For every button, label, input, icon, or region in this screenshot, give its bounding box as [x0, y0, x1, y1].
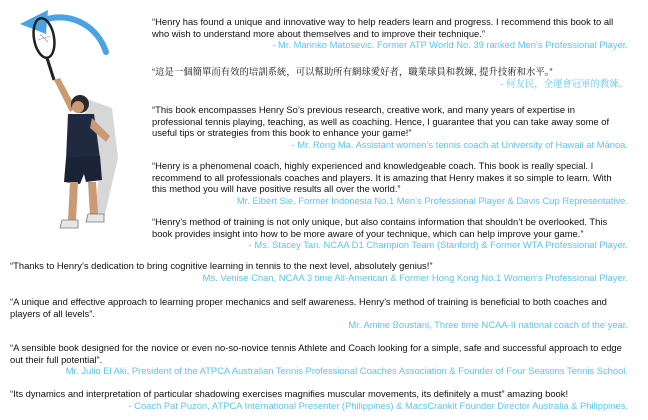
testimonial-6-text: “Thanks to Henry’s dedication to bring cognitive learning in tennis to the next level, absolutely genius!” [10, 260, 433, 271]
testimonial-5-text: “Henry’s method of training is not only unique, but also contains information that shouldn’t be overlooked. This book provides insight into how to be more aware of your technique, which can help improve your game.” [152, 216, 608, 239]
testimonial-5 [152, 216, 628, 251]
testimonial-8-cite: Mr. Julio El Aki, President of the ATPCA Australian Tennis Professional Coaches Association & Founder of Four Seasons Tennis School. [65, 365, 628, 377]
testimonial-9 [10, 388, 628, 411]
testimonial-2-text: “這是一個簡單而有效的培訓系統，可以幫助所有網球愛好者，職業球員和教練, 提升技術和水平。” [152, 66, 553, 77]
testimonial-2 [152, 66, 628, 89]
testimonial-4 [152, 160, 628, 206]
testimonial-7-cite: Mr. Amine Boustani, Three time NCAA-II national coach of the year. [348, 319, 628, 331]
tennis-player-icon [14, 8, 142, 240]
testimonial-8-text: “A sensible book designed for the novice or even no-so-novice tennis Athlete and Coach looking for a simple, safe and successful approach to edge out their full potential”. [10, 342, 622, 365]
testimonial-9-text: “Its dynamics and interpretation of particular shadowing exercises magnifies muscular movements, its definitely a must” amazing book! [10, 388, 569, 399]
testimonial-5-cite: - Ms. Stacey Tan. NCAA D1 Champion Team (Stanford) & Former WTA Professional Player. [248, 239, 628, 251]
testimonial-6-cite: Ms. Venise Chan, NCAA 3 time All-American & Former Hong Kong No.1 Women’s Professional Player. [202, 271, 628, 283]
testimonial-3-text: “This book encompasses Henry So’s previous research, creative work, and many years of expertise in professional tennis playing, teaching, as well as coaching. Hence, I guarantee that you can take away some of useful tips or strategies from this book to enhance your game!” [152, 104, 610, 139]
testimonial-3-cite: - Mr. Rong Ma. Assistant women’s tennis coach at University of Hawaii at Mānoa. [291, 138, 628, 150]
testimonial-9-cite: - Coach Pat Puzon, ATPCA International Presenter (Philippines) & MacsCrankit Founder Director Australia & Philippines. [128, 399, 628, 411]
testimonial-7 [10, 296, 628, 331]
testimonial-4-cite: Mr. Elbert Sie. Former Indonesia No.1 Men’s Professional Player & Davis Cup Representative. [236, 194, 628, 206]
testimonial-1 [152, 16, 628, 51]
testimonial-8 [10, 342, 628, 377]
testimonial-7-text: “A unique and effective approach to learning proper mechanics and self awareness. Henry’s method of training is beneficial to both coaches and players of all levels”. [10, 296, 607, 319]
testimonial-1-cite: - Mr. Marinko Matosevic. Former ATP World No. 39 ranked Men’s Professional Player. [272, 39, 628, 51]
testimonial-3 [152, 104, 628, 150]
testimonial-2-cite: - 何友民，全運會冠軍的教練。 [500, 77, 628, 89]
testimonial-1-text: “Henry has found a unique and innovative way to help readers learn and progress. I recommend this book to all who wish to understand more about themselves and to improve their technique.” [152, 16, 614, 39]
testimonial-6 [10, 260, 628, 283]
testimonial-4-text: “Henry is a phenomenal coach, highly experienced and knowledgeable coach. This book is really special. I recommend to all professionals coaches and players. It is amazing that Henry makes it so simple to learn. With this method you will have positive results all over the world.” [152, 160, 612, 195]
